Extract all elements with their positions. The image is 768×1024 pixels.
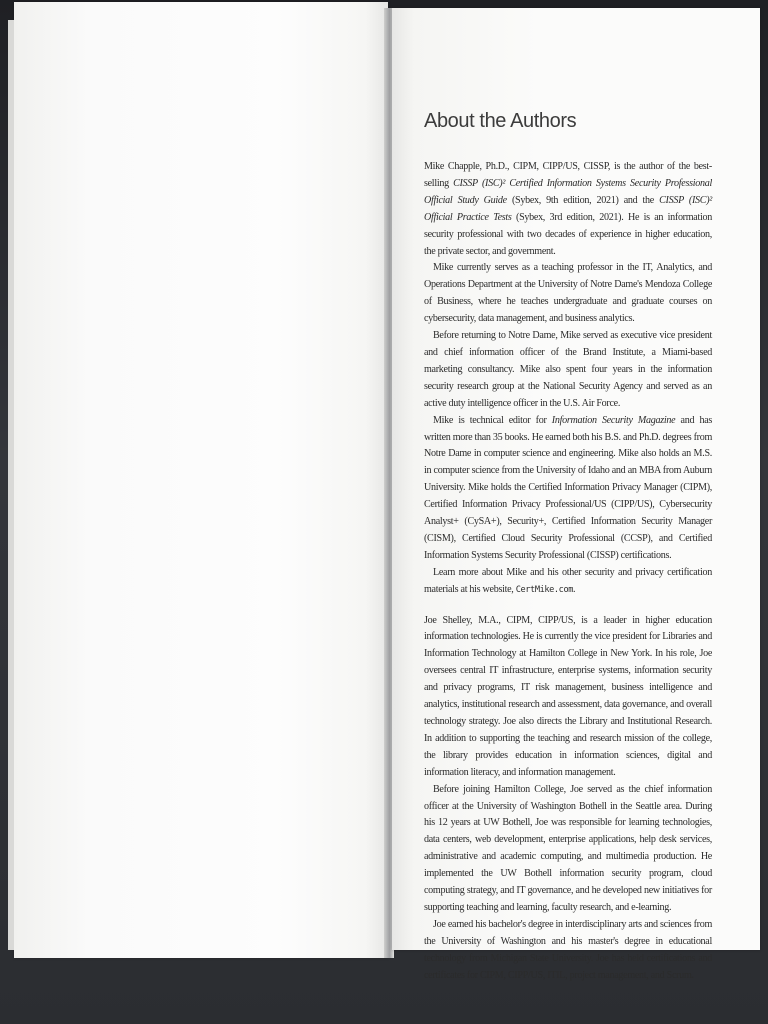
about-the-authors-section <box>424 110 712 985</box>
author-bio-joe-shelley <box>424 613 712 985</box>
bio-paragraph: Mike Chapple, Ph.D., CIPM, CIPP/US, CISSP, is the author of the best-selling CISSP (ISC)² Certified Information Systems Security Professional Official Study Guide (Sybex, 9th edition, 2021) and the CISSP (ISC)² Official Practice Tests (Sybex, 3rd edition, 2021). He is an information security professional with two decades of experience in higher education, the private sector, and government. <box>424 161 712 257</box>
author-name: Mike Chapple, Ph.D., CIPM, CIPP/US, CISSP <box>424 161 608 172</box>
book-title: CISSP (ISC)² Certified Information Systems Security Professional Official Study Guide <box>424 177 712 206</box>
bio-paragraph: Learn more about Mike and his other security and privacy certification materials at his website, CertMike.com. <box>424 566 712 595</box>
bio-paragraph: Mike is technical editor for Information Security Magazine and has written more than 35 books. He earned both his B.S. and Ph.D. degrees from Notre Dame in computer science and engineering. Mike also holds an M.S. in computer science from the University of Idaho and an MBA from Auburn University. Mike holds the Certified Information Privacy Manager (CIPM), Certified Information Privacy Professional/US (CIPP/US), Cybersecurity Analyst+ (CySA+), Security+, Certified Information Security Manager (CISM), Certified Cloud Security Professional (CCSP), and Certified Information Systems Security Professional (CISSP) certifications. <box>424 414 713 561</box>
page-title: About the Authors <box>424 110 577 132</box>
bio-paragraph: Before returning to Notre Dame, Mike served as executive vice president and chief information officer of the Brand Institute, a Miami-based marketing consultancy. Mike also spent four years in the information security research group at the National Security Agency and served as an active duty intelligence officer in the U.S. Air Force. <box>424 330 712 409</box>
bio-paragraph: Mike currently serves as a teaching professor in the IT, Analytics, and Operations Department at the University of Notre Dame's Mendoza College of Business, where he teaches undergraduate and graduate courses on cybersecurity, data management, and business analytics. <box>424 262 712 325</box>
left-page-blank <box>14 2 388 958</box>
bio-paragraph: Before joining Hamilton College, Joe served as the chief information officer at the University of Washington Bothell in the Seattle area. During his 12 years at UW Bothell, Joe was responsible for learning technologies, data centers, web development, enterprise applications, help desk services, administrative and academic computing, and multimedia production. He implemented the UW Bothell information security program, cloud computing strategy, and IT governance, and he developed new initiatives for supporting teaching and learning, faculty research, and e-learning. <box>424 783 712 913</box>
website-url: CertMike.com <box>515 584 574 595</box>
author-name: Joe Shelley, M.A., CIPM, CIPP/US <box>424 614 574 626</box>
magazine-title: Information Security Magazine <box>551 414 676 426</box>
bio-paragraph: Joe Shelley, M.A., CIPM, CIPP/US, is a leader in higher education information technologies. He is currently the vice president for Libraries and Information Technology at Hamilton College in New York. In his role, Joe oversees central IT infrastructure, enterprise systems, information security and privacy programs, IT risk management, business intelligence and analytics, institutional research and assessment, data governance, and overall technology strategy. Joe also directs the Library and Institutional Research. In addition to supporting the teaching and research mission of the college, the library provides education in information sciences, digital and information literacy, and information management. <box>424 614 712 778</box>
book-title: CISSP (ISC)² Official Practice Tests <box>424 194 712 223</box>
bio-paragraph: Joe earned his bachelor's degree in interdisciplinary arts and sciences from the University of Washington and his master's degree in educational technology from Michigan State University. Joe has held certifications and certificates for CIPM, CIPP/US, ITIL, project management, and Scrum. <box>424 918 712 981</box>
author-bio-mike-chapple <box>424 159 712 599</box>
